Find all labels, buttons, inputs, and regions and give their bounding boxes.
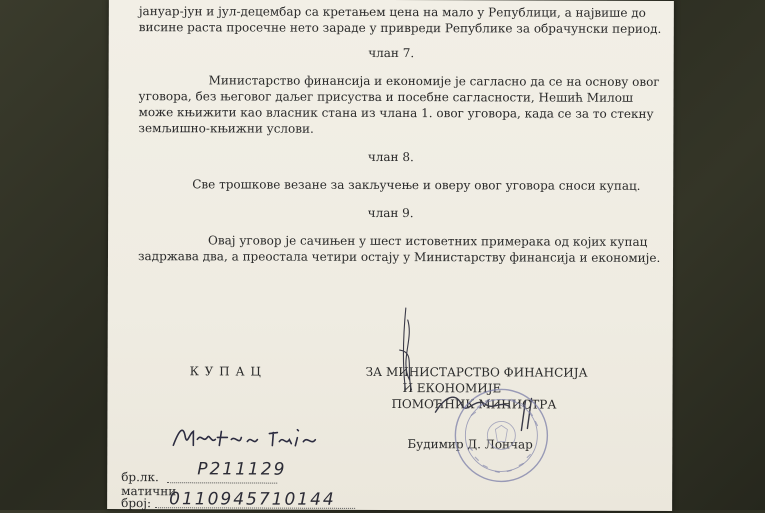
article-9-title: члан 9.: [367, 205, 414, 221]
article-7-title: члан 7.: [368, 45, 415, 61]
buyer-signature: [169, 419, 329, 454]
ministry-line-2: И ЕКОНОМИЈЕ: [402, 381, 502, 396]
jmbg-label-2: број:: [121, 496, 152, 511]
article-7-line-3: може књижити као власник стана из члана 1. овог уговора, када се за то стекну: [138, 105, 654, 121]
id-card-value: P211129: [197, 459, 287, 480]
ministry-line-3: ПОМОЋНИК МИНИСТРА: [391, 397, 557, 412]
id-card-label: бр.лк.: [121, 470, 159, 485]
article-7-line-2: уговора, без његовог даљег присуства и посебне сагласности, Нешић Милош: [138, 89, 634, 105]
top-line-2: висине раста просечне нето зараде у привреди Републике за обрачунски период.: [138, 20, 662, 36]
article-9-line-2: задржава два, а преостала четири остају у Министарству финансија и економије.: [137, 249, 661, 265]
jmbg-label-1: матични: [121, 484, 177, 499]
ministry-line-1: ЗА МИНИСТАРСТВО ФИНАНСИЈА: [365, 364, 588, 380]
article-9-line-1: Овај уговор је сачињен у шест истоветних примерака од којих купац: [208, 233, 648, 249]
article-8-line: Све трошкове везане за закључење и оверу овог уговора сноси купац.: [192, 177, 641, 193]
jmbg-value: 0110945710144: [169, 489, 336, 510]
document-page: [107, 0, 674, 511]
article-8-title: члан 8.: [367, 149, 414, 165]
article-7-line-4: земљишно-књижни услови.: [138, 121, 314, 136]
article-7-line-1: Министарство финансија и економије је сагласно да се на основу овог: [208, 73, 660, 89]
buyer-label: К У П А Ц: [189, 364, 262, 379]
top-line-1: јануар-јун и јул-децембар са кретањем цена на мало у Републици, а највише до: [138, 4, 646, 20]
id-card-line: [167, 482, 277, 483]
official-seal-stamp: [451, 385, 551, 485]
official-name: Будимир Д. Лончар: [407, 437, 533, 452]
